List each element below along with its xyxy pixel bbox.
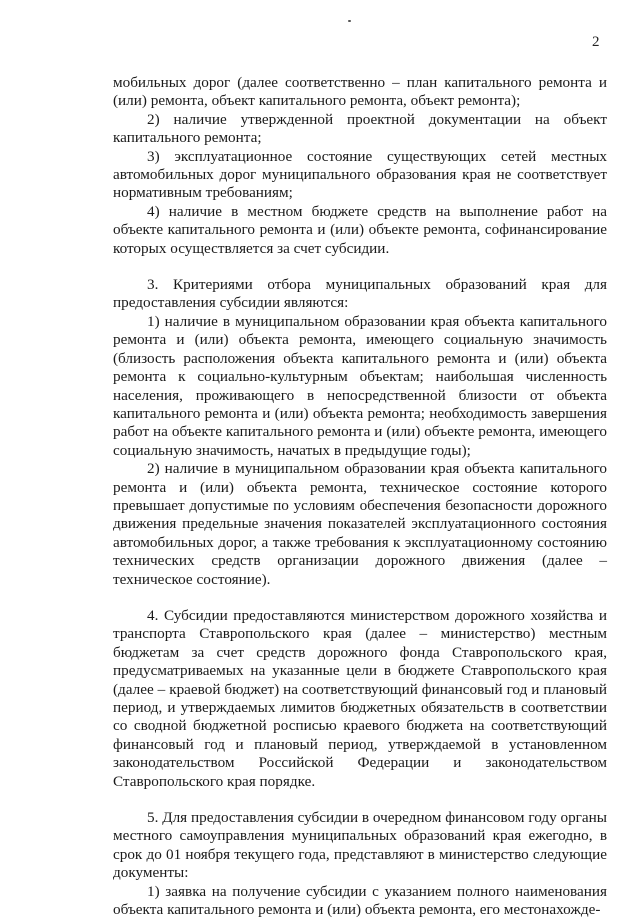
scan-mark [348,20,351,22]
paragraph: 3) эксплуатационное состояние существующих сетей местных автомобильных дорог муниципального образования края не соответствует нормативным требованиям; [113,147,607,202]
paragraph: 2) наличие в муниципальном образовании края объекта капитального ремонта и (или) объекта ремонта, техническое состояние которого превышает допустимые по условиям обеспечения безопасности дорожного движения предельные значения показателей эксплуатационного состояния автомобильных дорог, а также требования к эксплуатационному состоянию технических средств организации дорожного движения (далее – техническое состояние). [113,460,607,588]
paragraph: 1) заявка на получение субсидии с указанием полного наименования объекта капитального ремонта и (или) объекта ремонта, его местонахожде- [113,882,607,919]
document-body [113,74,607,919]
paragraph: мобильных дорог (далее соответственно – план капитального ремонта и (или) ремонта, объект капитального ремонта, объект ремонта); [113,74,607,110]
page-number: 2 [592,34,600,50]
section-paragraph: 3. Критериями отбора муниципальных образований края для предоставления субсидии являются: [113,276,607,312]
paragraph: 1) наличие в муниципальном образовании края объекта капитального ремонта и (или) объекта ремонта, имеющего социальную значимость (близость расположения объекта капитального ремонта и (или) объекта ремонта к социально-культурным объектам; наибольшая численность населения, проживающего в непосредственной близости от объекта капитального ремонта и (или) объекта ремонта; необходимость завершения работ на объекте капитального ремонта и (или) объекте ремонта, имеющего социальную значимость, начатых в предыдущие годы); [113,312,607,459]
section-paragraph: 4. Субсидии предоставляются министерством дорожного хозяйства и транспорта Ставропольского края (далее – министерство) местным бюджетам за счет средств дорожного фонда Ставропольского края, предусматриваемых на указанные цели в бюджете Ставропольского края (далее – краевой бюджет) на соответствующий финансовый год и плановый период, и утверждаемых лимитов бюджетных обязательств в соответствии со сводной бюджетной росписью краевого бюджета на соответствующий финансовый год и плановый период, утверждаемой в установленном законодательством Российской Федерации и законодательством Ставропольского края порядке. [113,606,607,790]
paragraph: 4) наличие в местном бюджете средств на выполнение работ на объекте капитального ремонта и (или) объекте ремонта, софинансирование которых осуществляется за счет субсидии. [113,202,607,257]
section-paragraph: 5. Для предоставления субсидии в очередном финансовом году органы местного самоуправления муниципальных образований края ежегодно, в срок до 01 ноября текущего года, представляют в министерство следующие документы: [113,809,607,882]
paragraph: 2) наличие утвержденной проектной документации на объект капитального ремонта; [113,110,607,147]
